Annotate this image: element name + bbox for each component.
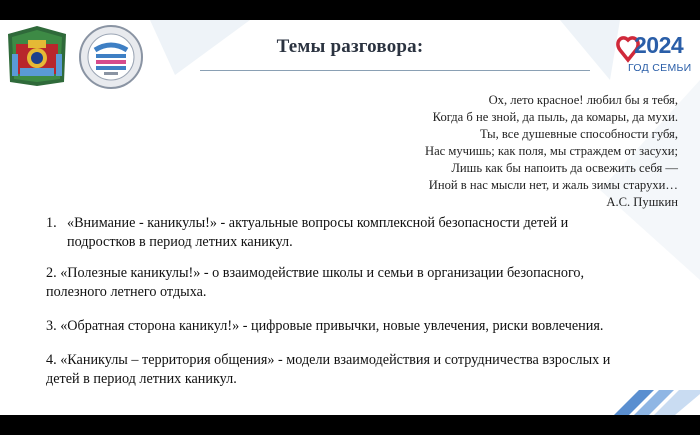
presentation-slide	[0, 20, 700, 415]
brand-year: 2024	[634, 32, 684, 58]
corner-decoration	[594, 390, 700, 415]
title-divider	[200, 70, 590, 71]
poem-line: Нас мучишь; как поля, мы страждем от засухи;	[424, 144, 678, 158]
topic-line: «Внимание - каникулы!» - актуальные вопросы комплексной безопасности детей и	[67, 215, 569, 231]
topic-item	[46, 351, 666, 389]
poem-line: Когда б не зной, да пыль, да комары, да мухи.	[432, 110, 678, 124]
topic-line: 3. «Обратная сторона каникул!» - цифровые привычки, новые увлечения, риски вовлечения.	[46, 318, 604, 334]
poem-line: Иной в нас мысли нет, и жаль зимы старухи…	[428, 178, 678, 192]
topic-number: 1.	[46, 215, 57, 231]
topic-line: детей в период летних каникул.	[46, 371, 237, 387]
topic-line: 4. «Каникулы – территория общения» - модели взаимодействия и сотрудничества взрослых и	[46, 352, 611, 368]
topic-line: 2. «Полезные каникулы!» - о взаимодействие школы и семьи в организации безопасного,	[46, 265, 585, 281]
poem-quote	[425, 92, 678, 211]
topic-item	[46, 317, 666, 336]
poem-line: Ты, все душевные способности губя,	[480, 127, 678, 141]
poem-line: Лишь как бы напоить да освежить себя —	[451, 161, 678, 175]
poem-line: Ох, лето красное! любил бы я тебя,	[488, 93, 678, 107]
brand-subtitle: ГОД СЕМЬИ	[628, 62, 692, 74]
topic-line: полезного летнего отдыха.	[46, 284, 207, 300]
topic-item	[46, 264, 666, 302]
page-title: Темы разговора:	[276, 36, 424, 57]
poem-author: А.С. Пушкин	[606, 195, 678, 209]
topic-line: подростков в период летних каникул.	[67, 234, 293, 250]
